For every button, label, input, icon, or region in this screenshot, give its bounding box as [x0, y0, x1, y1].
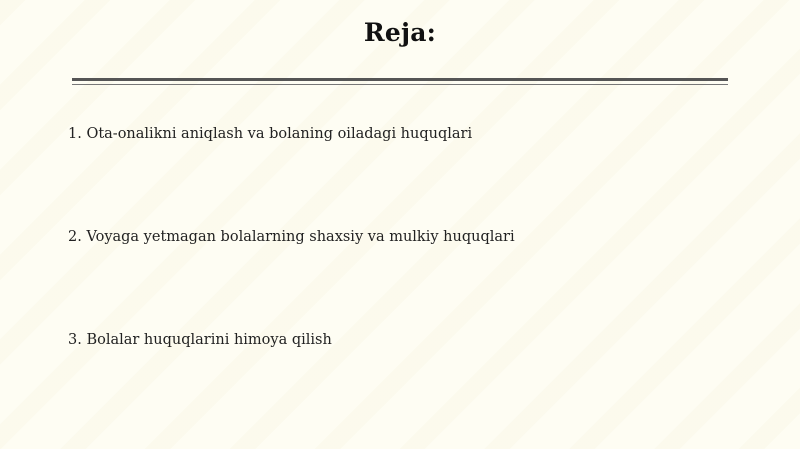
plan-item-2: 2. Voyaga yetmagan bolalarning shaxsiy va mulkiy huquqlari — [68, 229, 515, 245]
title-divider-thick — [72, 78, 728, 81]
plan-item-3: 3. Bolalar huquqlarini himoya qilish — [68, 332, 332, 348]
plan-item-1: 1. Ota-onalikni aniqlash va bolaning oiladagi huquqlari — [68, 126, 473, 142]
title-divider-thin — [72, 84, 728, 85]
slide-title: Reja: — [363, 18, 437, 47]
